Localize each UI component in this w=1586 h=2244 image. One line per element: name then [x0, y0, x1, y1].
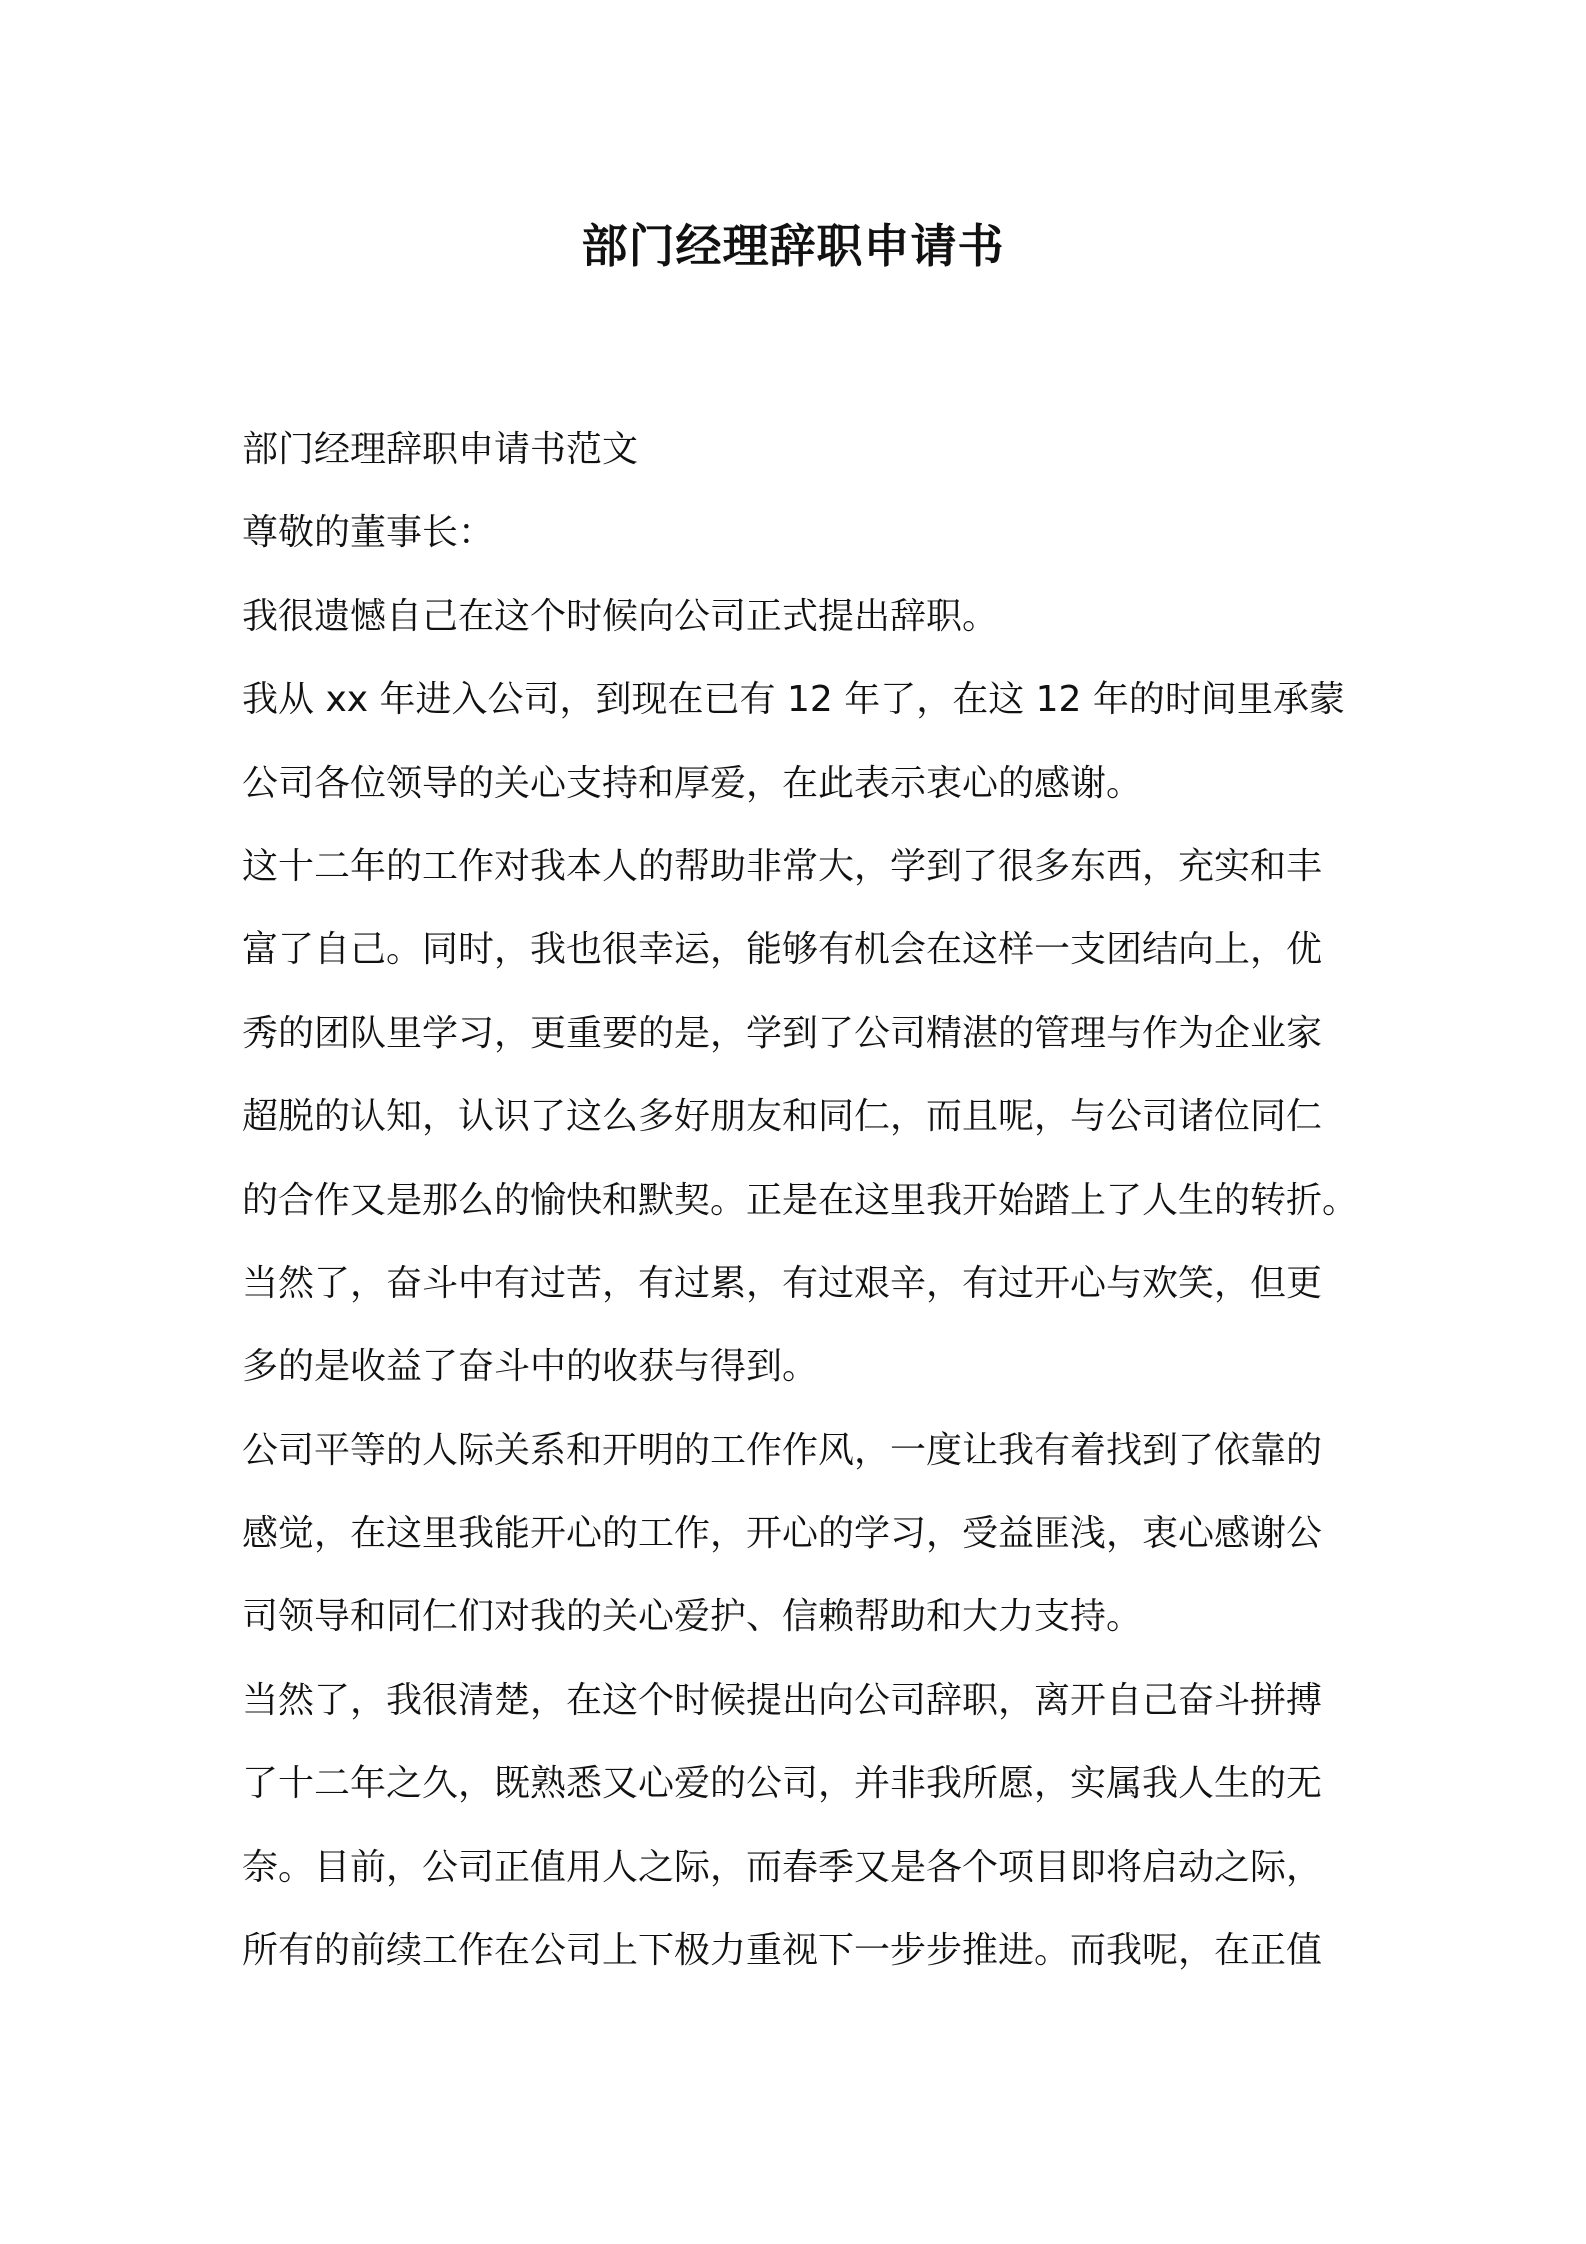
text-line: 感觉，在这里我能开心的工作，开心的学习，受益匪浅，衷心感谢公	[242, 1513, 1323, 1555]
text-line: 司领导和同仁们对我的关心爱护、信赖帮助和大力支持。	[242, 1596, 1143, 1638]
text-line: 所有的前续工作在公司上下极力重视下一步步推进。而我呢，在正值	[242, 1930, 1323, 1972]
text-line: 这十二年的工作对我本人的帮助非常大，学到了很多东西，充实和丰	[242, 845, 1323, 887]
text-line: 公司平等的人际关系和开明的工作作风，一度让我有着找到了依靠的	[242, 1429, 1323, 1471]
text-line: 超脱的认知，认识了这么多好朋友和同仁，而且呢，与公司诸位同仁	[242, 1096, 1323, 1138]
text-line: 我从 xx 年进入公司，到现在已有 12 年了，在这 12 年的时间里承蒙	[242, 679, 1345, 721]
text-line: 当然了，奋斗中有过苦，有过累，有过艰辛，有过开心与欢笑，但更	[242, 1262, 1323, 1304]
text-line: 多的是收益了奋斗中的收获与得到。	[242, 1346, 819, 1388]
text-line: 的合作又是那么的愉快和默契。正是在这里我开始踏上了人生的转折。	[242, 1179, 1359, 1221]
text-line: 富了自己。同时，我也很幸运，能够有机会在这样一支团结向上，优	[242, 929, 1323, 971]
document-title: 部门经理辞职申请书	[581, 219, 1005, 273]
text-line: 当然了，我很清楚，在这个时候提出向公司辞职，离开自己奋斗拼搏	[242, 1679, 1323, 1721]
text-line: 秀的团队里学习，更重要的是，学到了公司精湛的管理与作为企业家	[242, 1012, 1323, 1054]
document-body	[242, 408, 1382, 1992]
text-line: 尊敬的董事长：	[242, 512, 495, 554]
text-line: 公司各位领导的关心支持和厚爱，在此表示衷心的感谢。	[242, 762, 1143, 804]
text-line: 我很遗憾自己在这个时候向公司正式提出辞职。	[242, 595, 999, 637]
text-line: 部门经理辞职申请书范文	[242, 429, 639, 470]
text-line: 了十二年之久，既熟悉又心爱的公司，并非我所愿，实属我人生的无	[242, 1763, 1323, 1805]
text-line: 奈。目前，公司正值用人之际，而春季又是各个项目即将启动之际，	[242, 1846, 1323, 1888]
